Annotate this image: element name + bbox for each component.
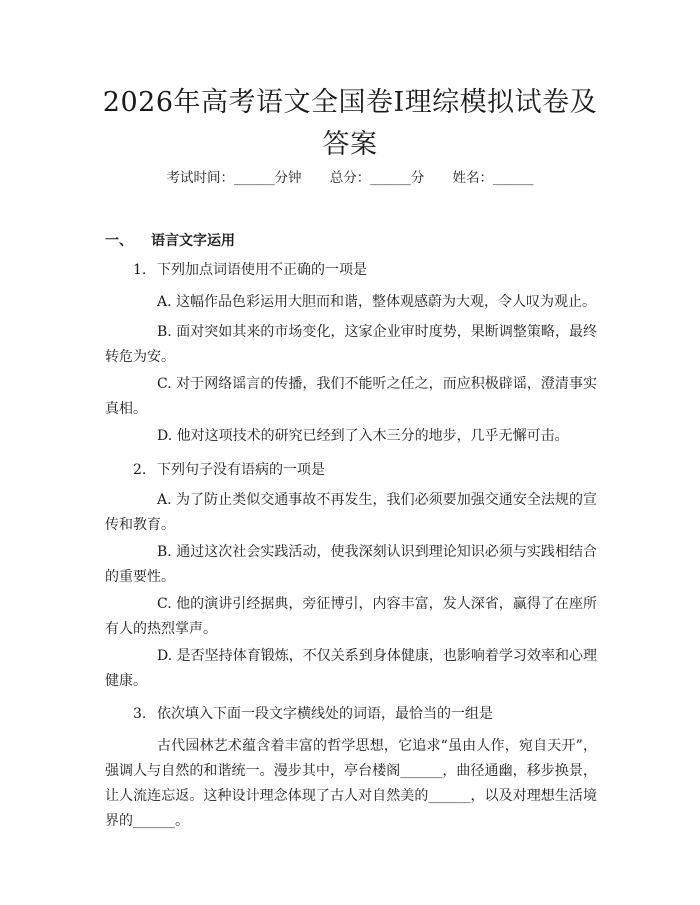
question-number: 2. — [133, 462, 147, 478]
question-1-option-c: C. 对于网络谣言的传播，我们不能听之任之，而应积极辟谣，澄清事实真相。 — [105, 376, 597, 417]
question-number: 1. — [133, 262, 147, 278]
question-1-option-d: D. 他对这项技术的研究已经到了入木三分的地步，几乎无懈可击。 — [157, 428, 569, 444]
question-3-passage: 古代园林艺术蕴含着丰富的哲学思想，它追求“虽由人作，宛自天开”，强调人与自然的和谐统一。漫步其中，亭台楼阁______，曲径通幽，移步换景，让人流连忘返。这种设计理念体现了古人对自然美的______，以及对理想生活境界的______。 — [105, 738, 597, 829]
exam-score: 总分：______分 — [329, 170, 425, 186]
exam-time: 考试时间：______分钟 — [166, 170, 302, 186]
question-text: 下列加点词语使用不正确的一项是 — [157, 262, 367, 278]
page-title: 2026年高考语文全国卷Ⅰ理综模拟试卷及答案 — [102, 87, 598, 160]
student-name: 姓名：______ — [452, 170, 534, 186]
question-3-stem — [133, 704, 493, 724]
question-2-stem — [133, 460, 325, 480]
question-2-option-d: D. 是否坚持体育锻炼，不仅关系到身体健康，也影响着学习效率和心理健康。 — [105, 648, 597, 689]
question-2-option-a: A. 为了防止类似交通事故不再发生，我们必须要加强交通安全法规的宣传和教育。 — [105, 492, 597, 533]
question-text: 依次填入下面一段文字横线处的词语，最恰当的一组是 — [157, 706, 493, 722]
question-number: 3. — [133, 706, 147, 722]
section-label: 语言文字运用 — [151, 233, 235, 249]
question-1-option-b: B. 面对突如其来的市场变化，这家企业审时度势，果断调整策略，最终转危为安。 — [105, 324, 597, 365]
section-number: 一、 — [105, 233, 133, 249]
question-text: 下列句子没有语病的一项是 — [157, 462, 325, 478]
question-2-option-c: C. 他的演讲引经据典，旁征博引，内容丰富，发人深省，赢得了在座所有人的热烈掌声。 — [105, 596, 597, 637]
question-1-stem — [133, 260, 367, 280]
section-heading — [105, 231, 235, 251]
question-1-option-a: A. 这幅作品色彩运用大胆而和谐，整体观感蔚为大观，令人叹为观止。 — [157, 294, 597, 310]
question-2-option-b: B. 通过这次社会实践活动，使我深刻认识到理论知识必须与实践相结合的重要性。 — [105, 544, 597, 585]
exam-info — [0, 168, 700, 188]
